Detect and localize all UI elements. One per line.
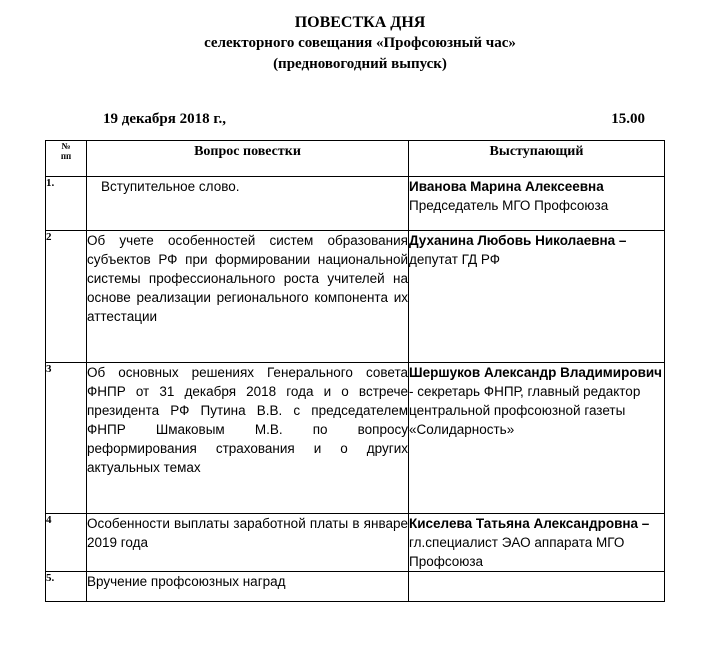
speaker-column-header: Выступающий (409, 141, 665, 177)
item-number: 5. (46, 572, 87, 602)
meeting-subtitle: селекторного совещания «Профсоюзный час» (204, 35, 516, 51)
meeting-date: 19 декабря 2018 г., (103, 111, 226, 127)
title-block (0, 12, 720, 75)
table-row (46, 572, 665, 602)
speaker-role: - секретарь ФНПР, главный редактор центральной профсоюзной газеты «Солидарность» (409, 384, 641, 437)
agenda-question: Вручение профсоюзных наград (87, 572, 409, 602)
speaker-role: депутат ГД РФ (409, 252, 501, 267)
speaker-cell (409, 572, 665, 602)
speaker-cell (409, 177, 665, 231)
speaker-name: Иванова Марина Алексеевна (409, 179, 604, 194)
item-number: 1. (46, 177, 87, 231)
agenda-title: ПОВЕСТКА ДНЯ (294, 14, 426, 31)
speaker-role: Председатель МГО Профсоюза (409, 198, 609, 213)
speaker-cell (409, 514, 665, 572)
item-number: 2 (46, 231, 87, 363)
speaker-name: Киселева Татьяна Александровна – (409, 516, 650, 531)
speaker-name: Шершуков Александр Владимирович (409, 365, 663, 380)
table-row (46, 514, 665, 572)
speaker-role: гл.специалист ЭАО аппарата МГО Профсоюза (409, 535, 625, 569)
agenda-question: Об учете особенностей систем образования субъектов РФ при формировании национальной системы профессионального роста учителей на основе реализации регионального компонента их аттестации (87, 231, 409, 363)
date-line (103, 111, 645, 128)
speaker-cell (409, 363, 665, 514)
number-header-symbol: № (61, 141, 71, 151)
question-column-header: Вопрос повестки (87, 141, 409, 177)
edition-note: (предновогодний выпуск) (273, 56, 447, 72)
table-row (46, 363, 665, 514)
meeting-time: 15.00 (611, 111, 645, 127)
agenda-question: Вступительное слово. (87, 177, 409, 231)
agenda-table (45, 140, 665, 602)
item-number: 4 (46, 514, 87, 572)
agenda-question: Об основных решениях Генерального совета ФНПР от 31 декабря 2018 года и о встрече президента РФ Путина В.В. с председателем ФНПР Шмаковым М.В. по вопросу реформирования страхования и о других актуальных темах (87, 363, 409, 514)
table-row (46, 231, 665, 363)
table-row (46, 177, 665, 231)
item-number: 3 (46, 363, 87, 514)
number-column-header (46, 141, 87, 177)
table-header-row (46, 141, 665, 177)
speaker-cell (409, 231, 665, 363)
speaker-name: Духанина Любовь Николаевна – (409, 233, 627, 248)
agenda-question: Особенности выплаты заработной платы в январе 2019 года (87, 514, 409, 572)
number-header-abbr: пп (60, 151, 72, 161)
